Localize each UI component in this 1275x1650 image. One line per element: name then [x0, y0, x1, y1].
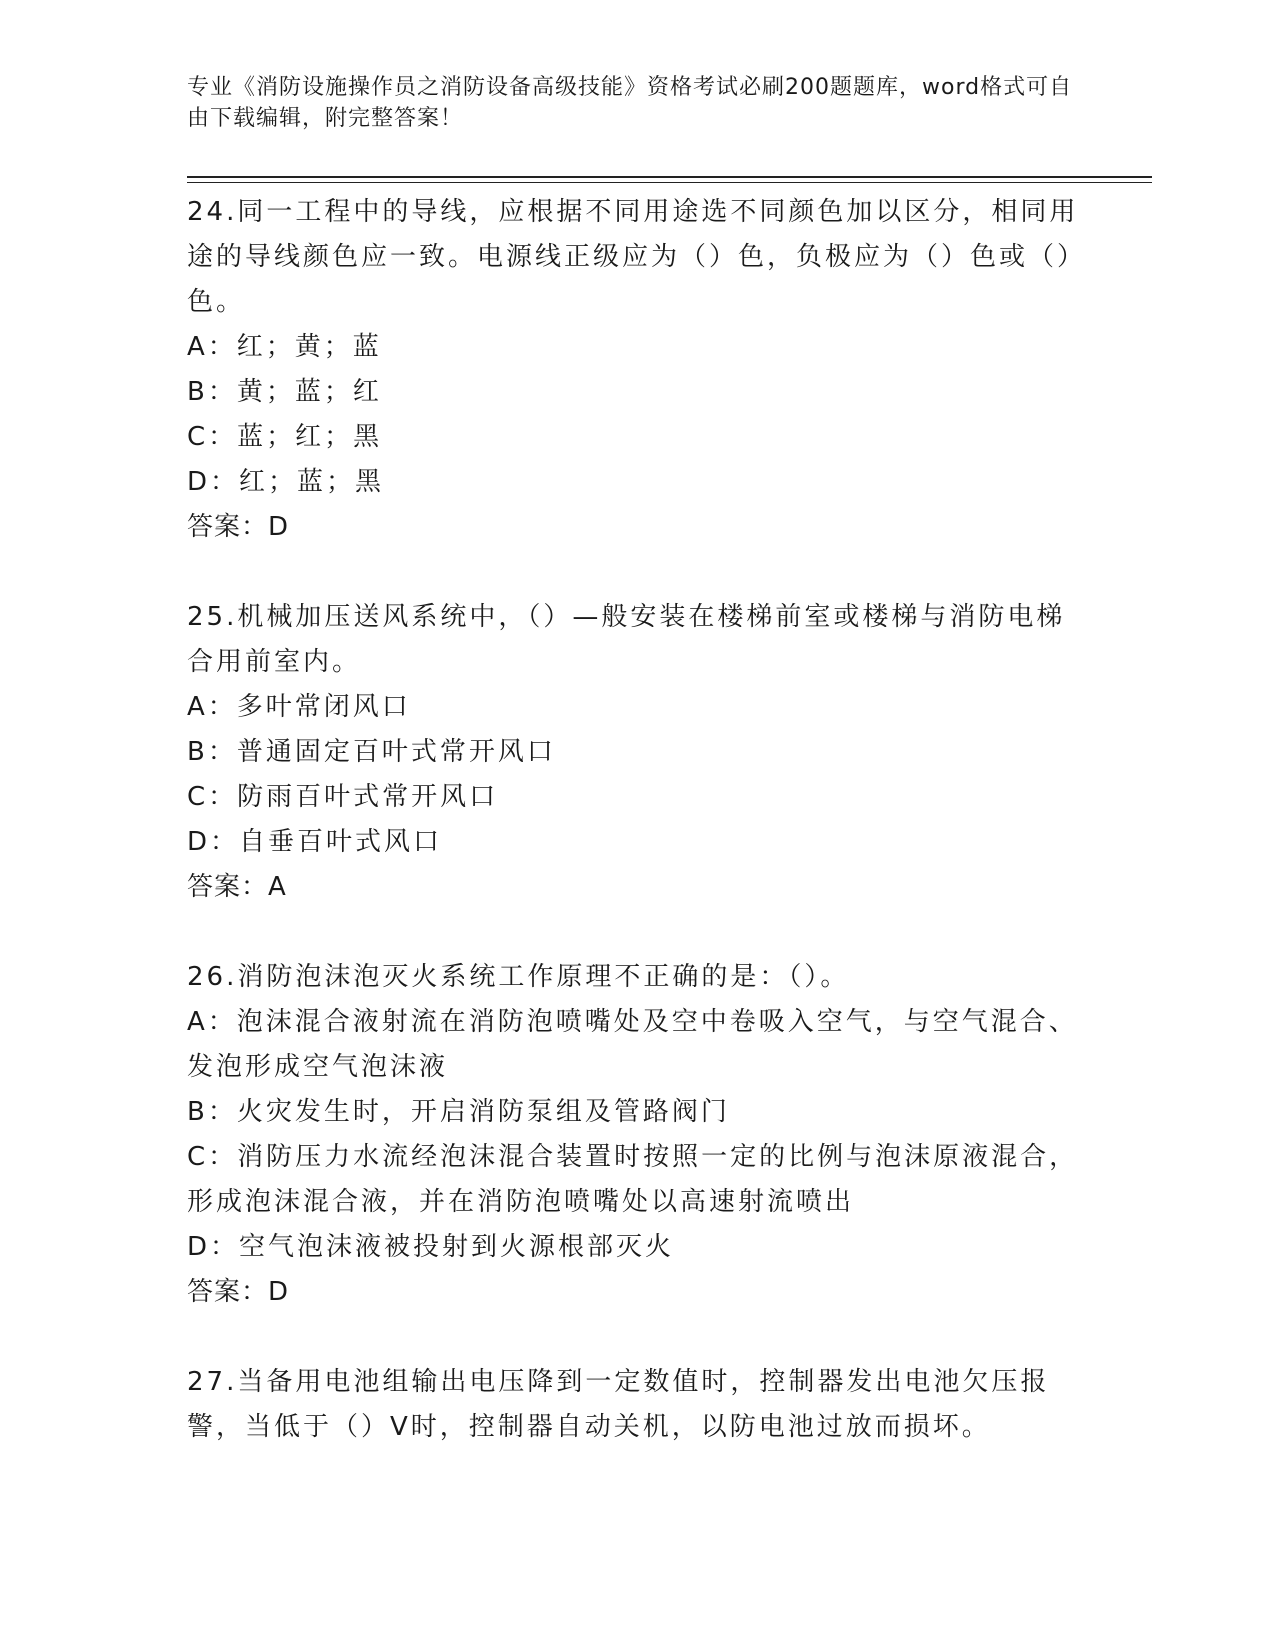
answer-line: 答案：A [187, 872, 287, 902]
option-d: D：空气泡沫液被投射到火源根部灭火 [187, 1232, 675, 1262]
option-a: A：泡沫混合液射流在消防泡喷嘴处及空中卷吸入空气，与空气混合、发泡形成空气泡沫液 [187, 1007, 1078, 1082]
question-spacer [187, 910, 1087, 955]
option-d: D：红；蓝；黑 [187, 467, 385, 497]
option-d: D：自垂百叶式风口 [187, 827, 443, 857]
question-27 [187, 1360, 1087, 1450]
header-divider-thick [187, 176, 1152, 178]
question-26 [187, 955, 1087, 1315]
answer-line: 答案：D [187, 1277, 290, 1307]
header-divider-thin [187, 182, 1152, 183]
option-b: B：黄；蓝；红 [187, 377, 382, 407]
option-c: C：防雨百叶式常开风口 [187, 782, 499, 812]
page-header: 专业《消防设施操作员之消防设备高级技能》资格考试必刷200题题库，word格式可自由下载编辑，附完整答案！ [187, 75, 1073, 131]
question-list [187, 190, 1087, 1450]
question-stem: 27.当备用电池组输出电压降到一定数值时，控制器发出电池欠压报警，当低于（）V时，控制器自动关机，以防电池过放而损坏。 [187, 1367, 1050, 1442]
option-a: A：多叶常闭风口 [187, 692, 411, 722]
answer-line: 答案：D [187, 512, 290, 542]
question-24 [187, 190, 1087, 550]
option-c: C：蓝；红；黑 [187, 422, 383, 452]
option-a: A：红；黄；蓝 [187, 332, 382, 362]
option-b: B：火灾发生时，开启消防泵组及管路阀门 [187, 1097, 730, 1127]
question-spacer [187, 1315, 1087, 1360]
question-stem: 24.同一工程中的导线，应根据不同用途选不同颜色加以区分，相同用途的导线颜色应一致。电源线正级应为（）色，负极应为（）色或（）色。 [187, 197, 1087, 317]
question-25 [187, 595, 1087, 910]
option-b: B：普通固定百叶式常开风口 [187, 737, 556, 767]
option-c: C：消防压力水流经泡沫混合装置时按照一定的比例与泡沫原液混合，形成泡沫混合液，并在消防泡喷嘴处以高速射流喷出 [187, 1142, 1079, 1217]
question-spacer [187, 550, 1087, 595]
question-stem: 25.机械加压送风系统中，（）—般安装在楼梯前室或楼梯与消防电梯合用前室内。 [187, 602, 1066, 677]
question-stem: 26.消防泡沫泡灭火系统工作原理不正确的是：（）。 [187, 962, 850, 992]
